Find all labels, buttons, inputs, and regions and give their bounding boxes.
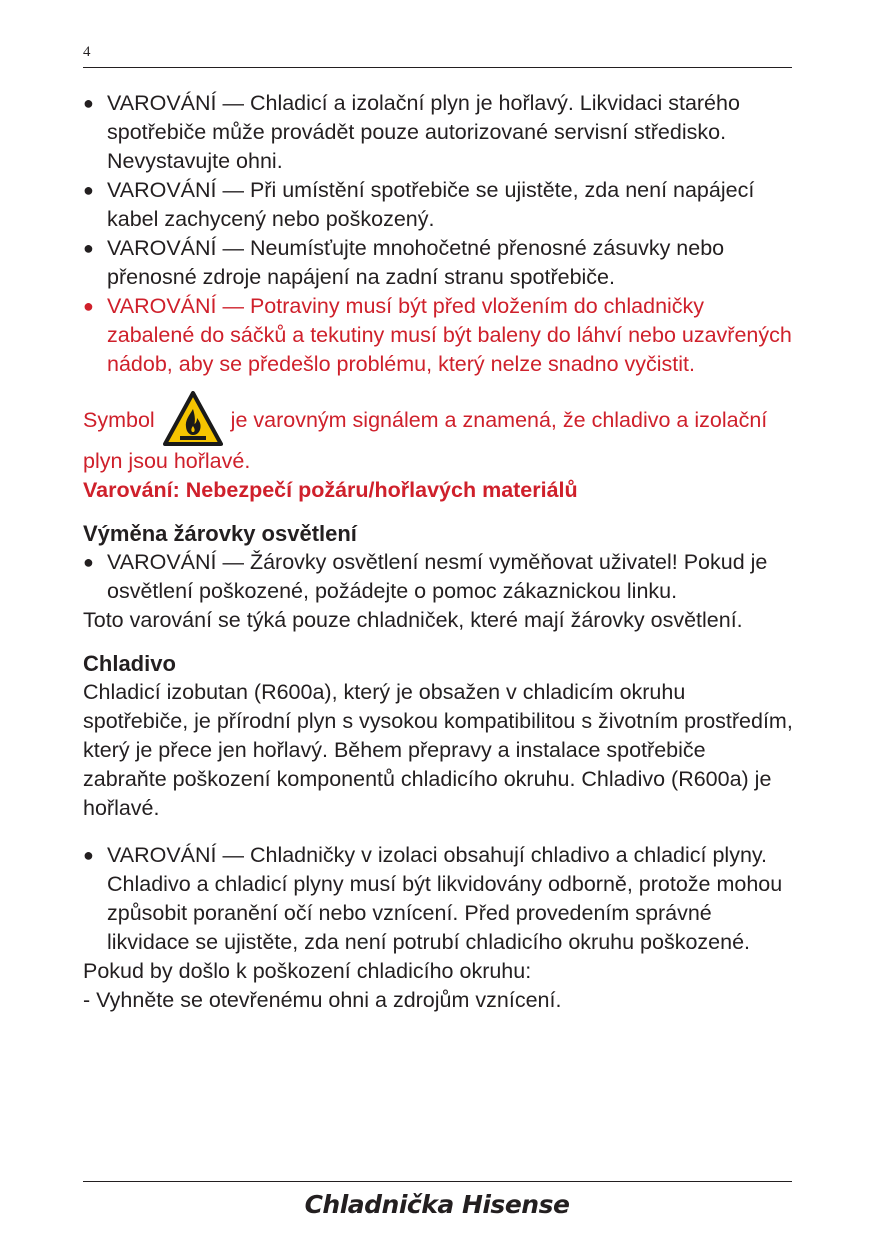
flammable-warning-icon: [163, 391, 223, 447]
warning-text: VAROVÁNÍ — Chladničky v izolaci obsahují chladivo a chladicí plyny. Chladivo a chladicí plyny musí být likvidovány odborně, protože mohou způsobit poranění očí nebo vznícení. Před provedením správné likvidace se ujistěte, zda není potrubí chladicího okruhu poškozené.: [107, 843, 783, 954]
footer-rule: [83, 1181, 792, 1182]
symbol-prefix: Symbol: [83, 408, 155, 432]
header-rule: [83, 67, 792, 68]
page-content: [83, 89, 795, 1015]
bullet-glyph: ●: [83, 93, 94, 113]
warning-text: VAROVÁNÍ — Žárovky osvětlení nesmí vyměňovat uživatel! Pokud je osvětlení poškozené, požádejte o pomoc zákaznickou linku.: [107, 550, 768, 603]
symbol-suffix: je varovným signálem a znamená, že chladivo a izolační plyn jsou hořlavé.: [83, 408, 768, 473]
warning-text: VAROVÁNÍ — Při umístění spotřebiče se ujistěte, zda není napájecí kabel zachycený nebo poškozený.: [107, 178, 755, 231]
bullet-glyph: ●: [83, 296, 94, 316]
bulb-note: Toto varování se týká pouze chladniček, které mají žárovky osvětlení.: [83, 608, 743, 632]
symbol-note: [83, 391, 795, 476]
warning-item-refrigerant-disposal: [83, 841, 795, 957]
bullet-glyph: ●: [83, 552, 94, 572]
spacer: [83, 823, 795, 841]
warning-item-cable: [83, 176, 795, 234]
warning-text: VAROVÁNÍ — Neumísťujte mnohočetné přenosné zásuvky nebo přenosné zdroje napájení na zadní stranu spotřebiče.: [107, 236, 725, 289]
warning-item-recycling: [83, 89, 795, 176]
bullet-glyph: ●: [83, 180, 94, 200]
page-number: 4: [83, 44, 91, 60]
fire-hazard-warning: Varování: Nebezpečí požáru/hořlavých materiálů: [83, 478, 578, 502]
bulb-section-heading: Výměna žárovky osvětlení: [83, 521, 357, 546]
refrigerant-paragraph: Chladicí izobutan (R600a), který je obsažen v chladicím okruhu spotřebiče, je přírodní plyn s vysokou kompatibilitou s životním prostředím, který je přece jen hořlavý. Během přepravy a instalace spotřebiče zabraňte poškození komponentů chladicího okruhu. Chladivo (R600a) je hořlavé.: [83, 680, 793, 820]
avoid-fire-line: - Vyhněte se otevřenému ohni a zdrojům vznícení.: [83, 988, 562, 1012]
warning-text: VAROVÁNÍ — Potraviny musí být před vložením do chladničky zabalené do sáčků a tekutiny musí být baleny do láhví nebo uzavřených nádob, aby se předešlo problému, který nelze snadno vyčistit.: [107, 294, 792, 376]
bullet-glyph: ●: [83, 238, 94, 258]
circuit-damage-line: Pokud by došlo k poškození chladicího okruhu:: [83, 959, 532, 983]
refrigerant-section-heading: Chladivo: [83, 651, 176, 676]
warning-item-food-packaging: [83, 292, 795, 379]
footer-brand: Chladnička Hisense: [304, 1190, 570, 1219]
warning-item-sockets: [83, 234, 795, 292]
warning-text: VAROVÁNÍ — Chladicí a izolační plyn je hořlavý. Likvidaci starého spotřebiče může provádět pouze autorizované servisní středisko. Nevystavujte ohni.: [107, 91, 740, 173]
warning-item-bulb: [83, 548, 795, 606]
bullet-glyph: ●: [83, 845, 94, 865]
